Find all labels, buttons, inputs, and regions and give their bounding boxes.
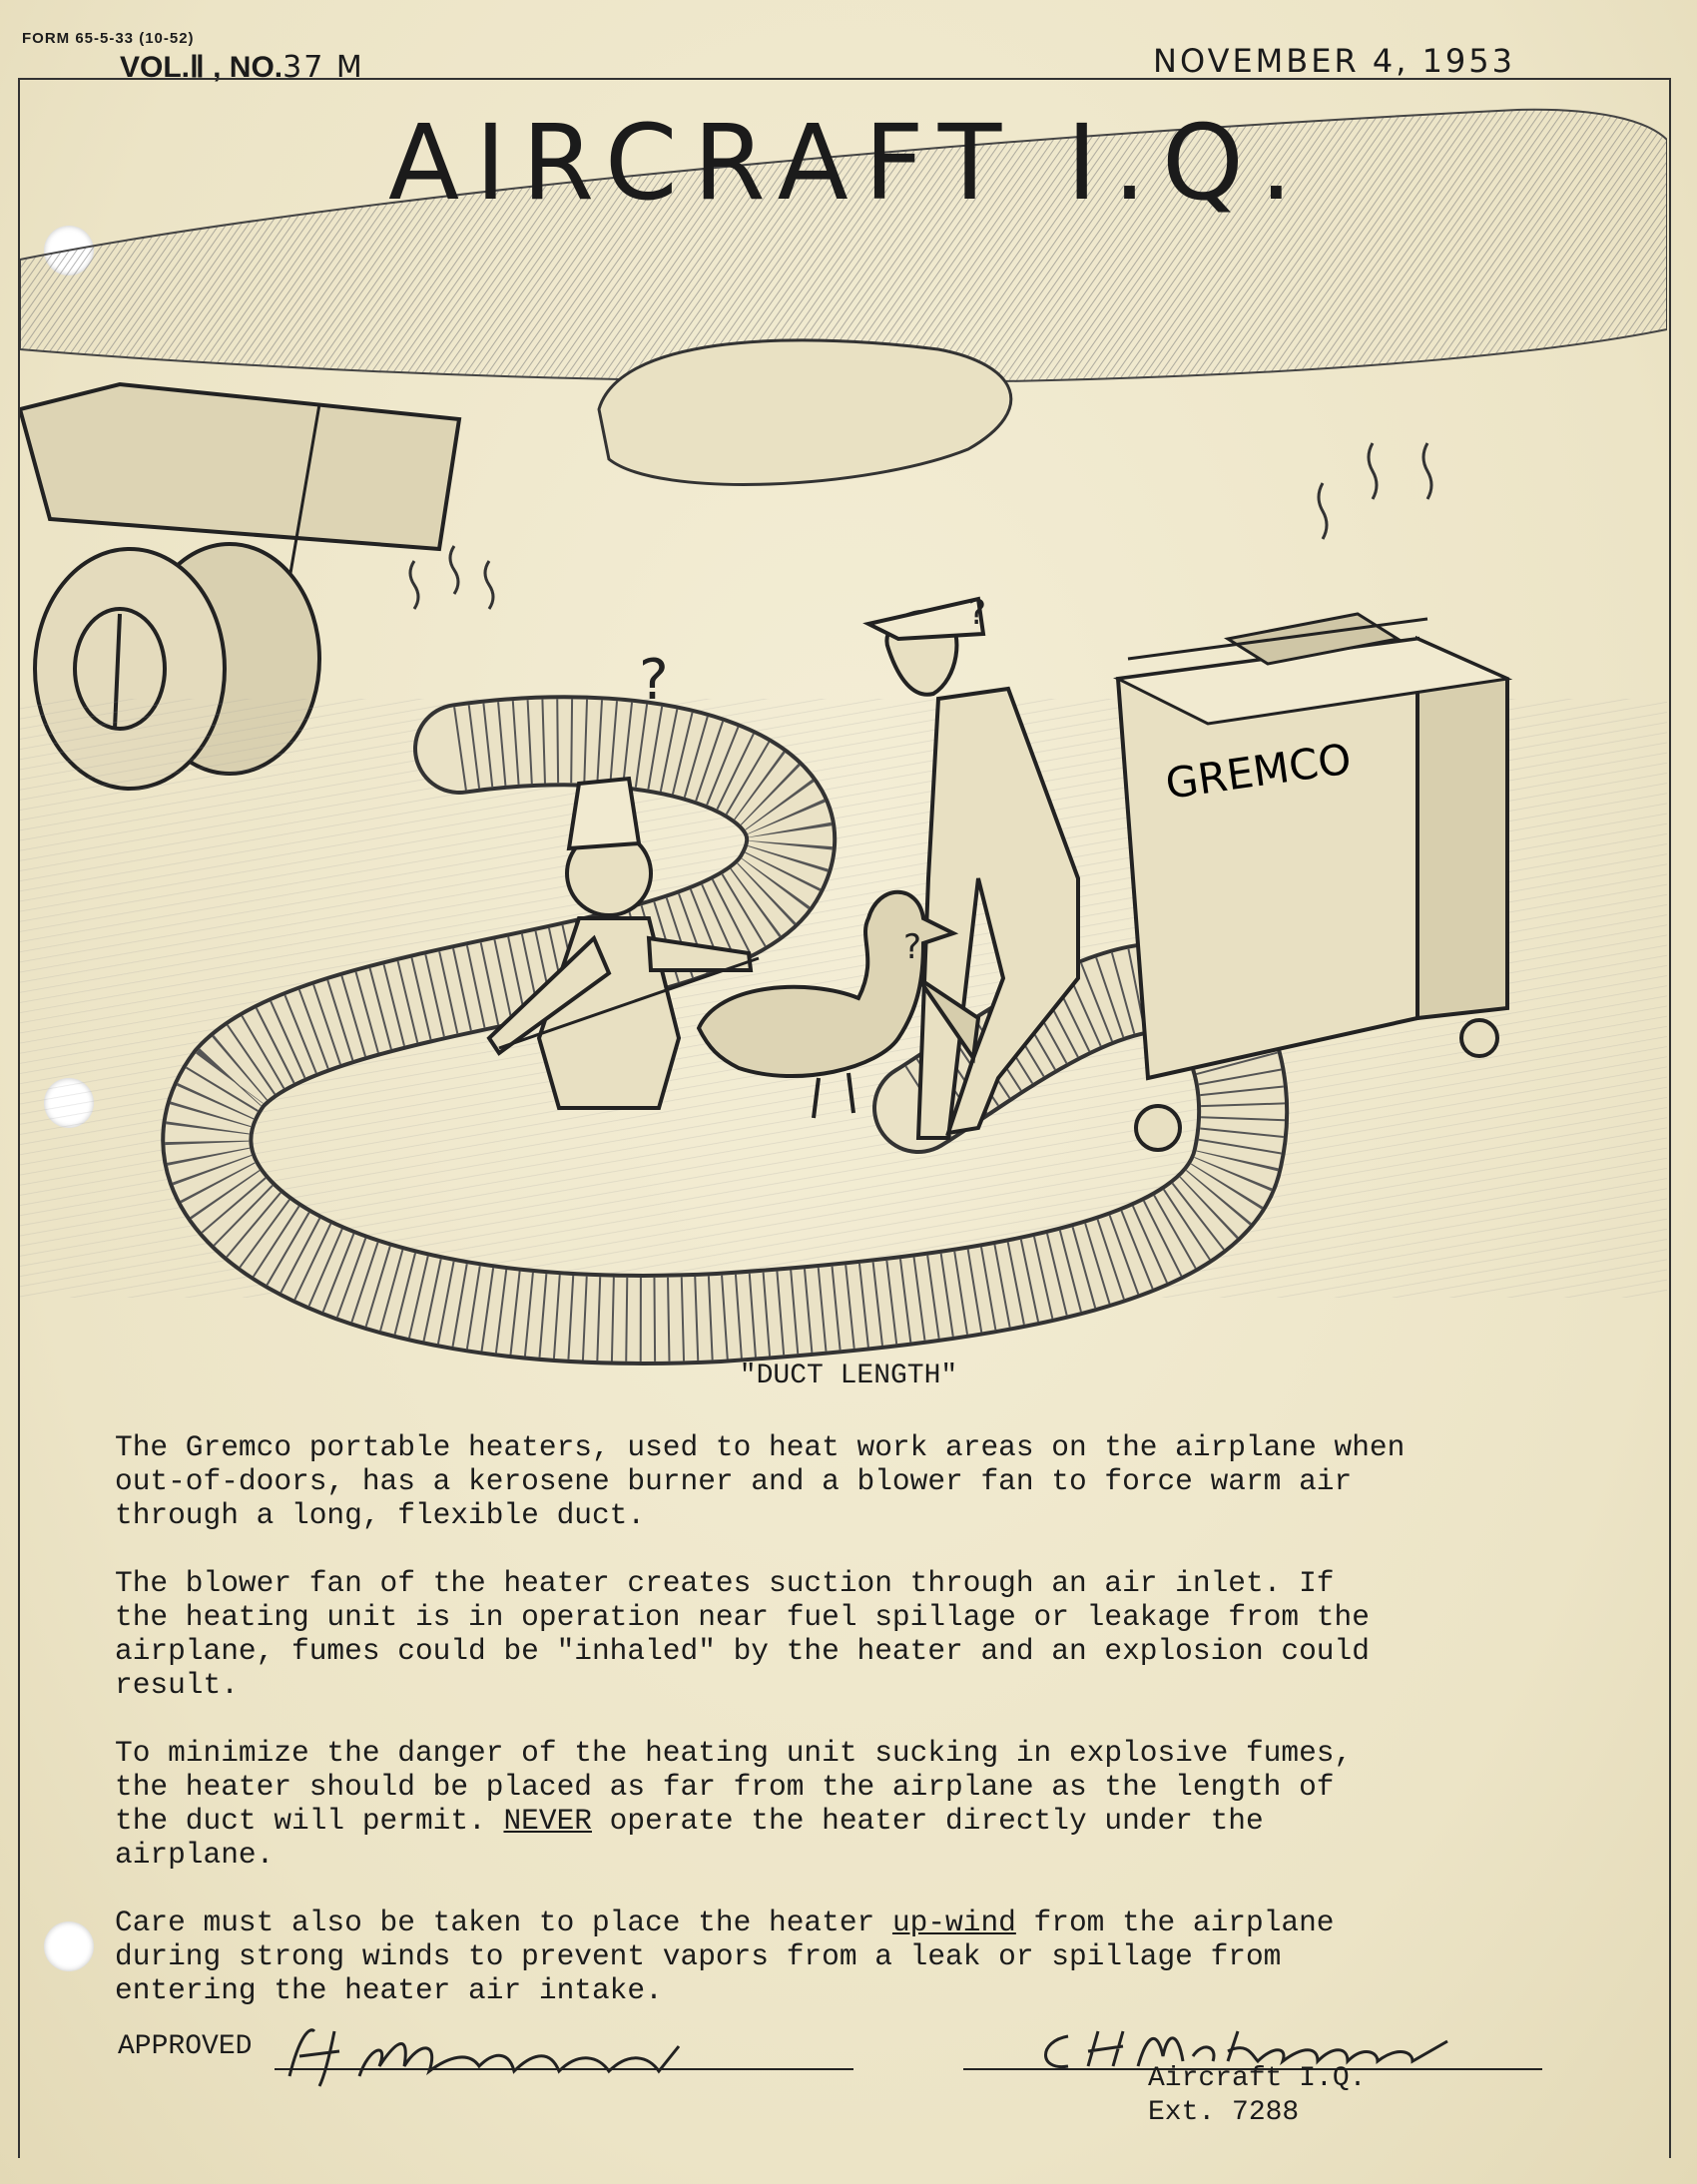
author-title: Aircraft I.Q. (1148, 2063, 1367, 2094)
heater-label: GREMCO (1162, 734, 1355, 809)
airplane-nacelle (599, 340, 1011, 485)
emphasis-text: up-wind (891, 1906, 1016, 1939)
approver-signature (280, 2016, 699, 2096)
paragraph-text: Care must also be taken to place the heater (115, 1906, 892, 1939)
paragraph-text: from the airplane during strong winds to prevent vapors from a leak or spillage from entering the heater air intake. (115, 1906, 1335, 2007)
form-number: FORM 65-5-33 (10-52) (22, 30, 195, 47)
author-extension: Ext. 7288 (1148, 2097, 1300, 2128)
emphasis-text: NEVER (503, 1804, 592, 1838)
body-text (115, 1430, 1612, 2041)
paragraph (115, 1906, 1612, 2007)
issue-number: 37 M (283, 50, 364, 85)
paragraph (115, 1736, 1612, 1872)
paragraph-text: operate the heater directly under the airplane. (115, 1804, 1264, 1872)
page-title: AIRCRAFT I.Q. (388, 102, 1309, 224)
question-mark-icon: ? (903, 927, 922, 967)
issue-date: NOVEMBER 4, 1953 (1153, 42, 1515, 80)
author-title-block (1148, 2062, 1366, 2130)
heat-waves (410, 443, 1431, 609)
paragraph: The Gremco portable heaters, used to heat work areas on the airplane when out-of-doors, has a kerosene burner and a blower fan to force warm air through a long, flexible duct. (115, 1430, 1406, 1532)
question-mark-icon: ? (639, 648, 669, 713)
approved-label: APPROVED (118, 2031, 253, 2062)
gear-door (20, 384, 459, 549)
illustration-caption: "DUCT LENGTH" (739, 1361, 958, 1391)
volume-label: VOL.Ⅱ , NO. (120, 51, 283, 84)
question-mark-icon: ? (968, 593, 987, 633)
paragraph-text: To minimize the danger of the heating unit sucking in explosive fumes, the heater should be placed as far from the airplane as the length of the duct will permit. (115, 1736, 1353, 1838)
paragraph: The blower fan of the heater creates suction through an air inlet. If the heating unit is in operation near fuel spillage or leakage from the airplane, fumes could be "inhaled" by the heater and an explosion could result. (115, 1566, 1370, 1702)
cartoon-illustration (20, 80, 1667, 1367)
